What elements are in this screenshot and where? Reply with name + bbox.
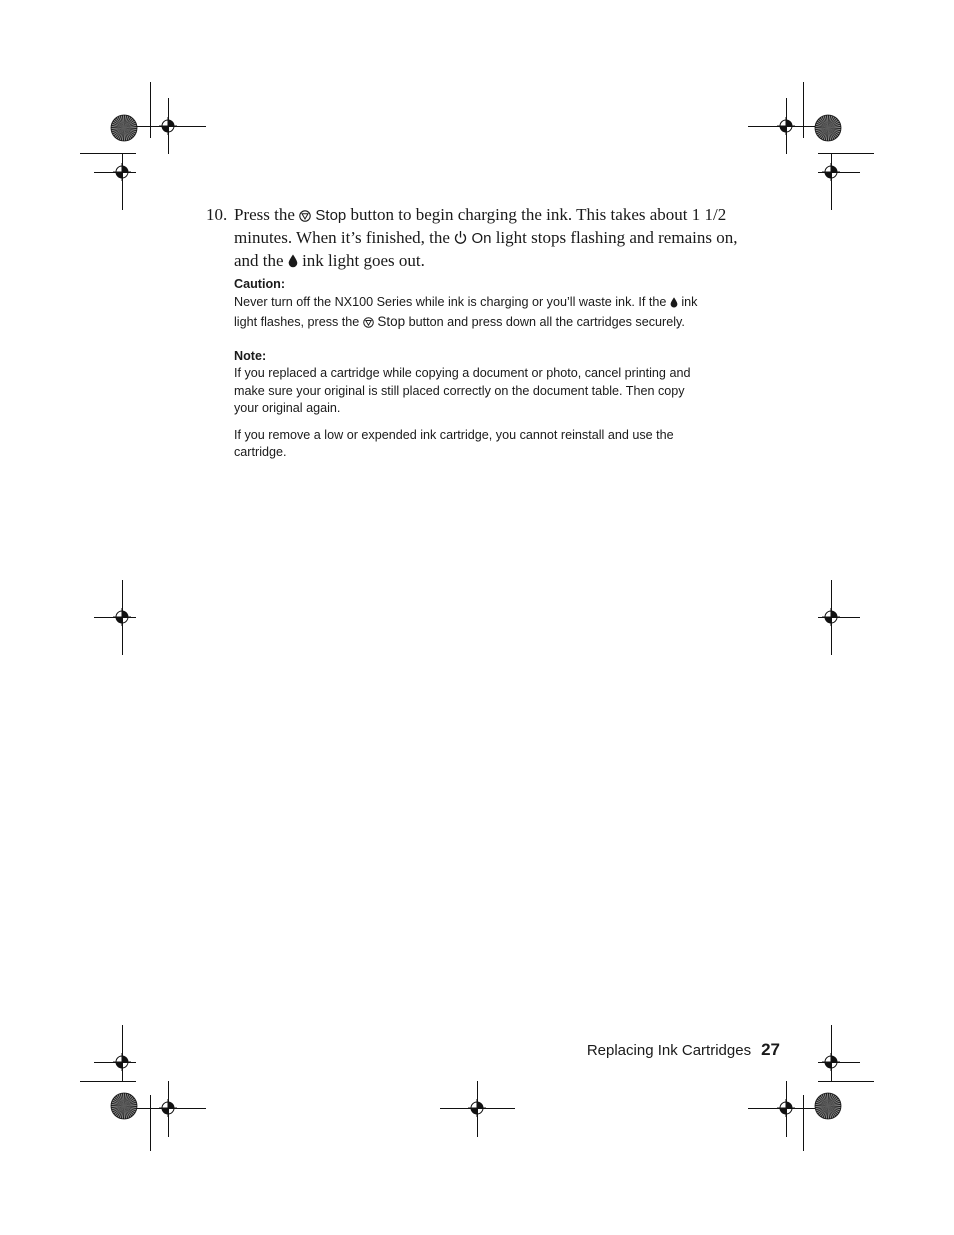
color-wheel-icon <box>110 1092 138 1120</box>
caution-line <box>234 294 754 314</box>
step-text-segment: button to begin charging the ink. This takes about 1 1/2 <box>346 205 727 224</box>
registration-mark-icon <box>159 1099 177 1117</box>
stop-icon <box>299 206 311 227</box>
registration-mark-icon <box>777 1099 795 1117</box>
ink-drop-icon <box>288 252 298 273</box>
crop-line <box>150 82 151 138</box>
registration-mark-icon <box>468 1099 486 1117</box>
notes-area <box>234 276 754 462</box>
caution-text-segment: ink <box>677 294 698 309</box>
registration-mark-icon <box>822 1053 840 1071</box>
crop-line <box>803 1095 804 1151</box>
note-line: your original again. <box>234 401 341 415</box>
color-wheel-icon <box>110 114 138 142</box>
caution-text-segment: light flashes, press the <box>234 315 363 329</box>
crop-line <box>818 1081 874 1082</box>
ink-drop-icon <box>670 296 678 314</box>
crop-line <box>803 82 804 138</box>
note-line: If you remove a low or expended ink cartridge, you cannot reinstall and use the <box>234 427 674 442</box>
registration-mark-icon <box>113 163 131 181</box>
step-text <box>234 204 744 273</box>
step-text-segment: minutes. When it’s finished, the <box>234 228 455 247</box>
stop-button-label: Stop <box>377 314 406 329</box>
registration-mark-icon <box>822 163 840 181</box>
registration-mark-icon <box>159 117 177 135</box>
step-line <box>234 227 744 250</box>
step-text-segment: and the <box>234 251 288 270</box>
note-block <box>234 348 754 462</box>
caution-heading: Caution: <box>234 277 286 291</box>
registration-mark-icon <box>777 117 795 135</box>
note-line: cartridge. <box>234 445 287 459</box>
note-paragraph <box>234 427 754 462</box>
caution-line <box>234 313 754 334</box>
registration-mark-icon <box>113 608 131 626</box>
step-line <box>234 250 744 273</box>
stop-button-label: Stop <box>315 207 347 224</box>
registration-mark-icon <box>113 1053 131 1071</box>
crop-line <box>150 1095 151 1151</box>
page-footer <box>587 1040 780 1060</box>
note-line: If you replaced a cartridge while copying a document or photo, cancel printing and <box>234 366 691 380</box>
stop-icon <box>363 316 374 334</box>
caution-text-segment: Never turn off the NX100 Series while ink is charging or you’ll waste ink. If the <box>234 294 670 309</box>
page-number: 27 <box>761 1040 780 1059</box>
step-text-segment: Press the <box>234 205 300 224</box>
step-text-segment: ink light goes out. <box>297 251 425 270</box>
crop-line <box>80 153 136 154</box>
note-paragraph <box>234 365 754 418</box>
step-line <box>234 204 744 227</box>
color-wheel-icon <box>814 1092 842 1120</box>
caution-text-segment: button and press down all the cartridges securely. <box>405 315 685 329</box>
on-light-label: On <box>471 230 492 247</box>
crop-line <box>818 153 874 154</box>
color-wheel-icon <box>814 114 842 142</box>
caution-block <box>234 276 754 334</box>
step-number: 10. <box>206 205 228 224</box>
crop-line <box>80 1081 136 1082</box>
note-heading: Note: <box>234 348 267 363</box>
section-title: Replacing Ink Cartridges <box>586 1042 752 1059</box>
registration-mark-icon <box>822 608 840 626</box>
step-text-segment: light stops flashing and remains on, <box>491 228 738 247</box>
power-icon <box>454 229 467 250</box>
note-line: make sure your original is still placed correctly on the document table. Then copy <box>234 383 685 398</box>
